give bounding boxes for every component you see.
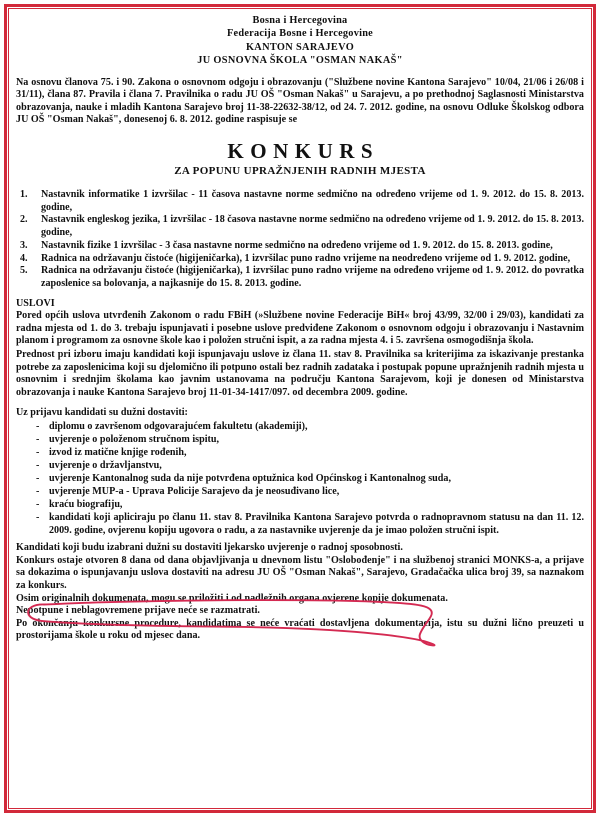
page-subtitle: ZA POPUNU UPRAŽNJENIH RADNIH MJESTA [174,165,426,177]
position-number: 5. [20,265,28,277]
position-text: Nastavnik informatike 1 izvršilac - 11 časova nastavne norme sedmično na određeno vrijeme od 1. 9. 2012. do 15. 8. 2013. godine, [41,189,584,213]
position-number: 1. [20,189,28,200]
closing-paragraph: Kandidati koji budu izabrani dužni su dostaviti ljekarsko uvjerenje o radnoj sposobnosti. [16,542,403,554]
position-item [16,214,584,239]
closing-paragraph: Osim originalnih dokumenata, mogu se priložiti i od nadležnih organa ovjerene kopije dokumenata. [16,592,448,604]
position-text: Nastavnik engleskog jezika, 1 izvršilac - 18 časova nastavne norme sedmično na određeno vrijeme od 1. 9. 2012. do 15. 8. 2013. godine, [41,214,584,239]
required-document-item [16,433,584,446]
header-federation: Federacija Bosne i Hercegovine [227,28,373,40]
position-item [16,265,584,290]
page-title: KONKURS [227,139,380,163]
required-document-text: kraću biografiju, [49,499,123,511]
required-documents-list [16,420,584,537]
title-block [16,140,584,178]
header-school: JU OSNOVNA ŠKOLA "OSMAN NAKAŠ" [197,55,403,67]
closing-paragraphs [16,542,584,643]
documents-intro: Uz prijavu kandidati su dužni dostaviti: [16,407,188,419]
required-document-text: uvjerenje MUP-a - Uprava Policije Sarajevo da je neosuđivano lice, [49,486,340,498]
conditions-paragraph-1: Pored općih uslova utvrđenih Zakonom o radu FBiH (»Službene novine Federacije BiH« broj 43/99, 32/00 i 29/03), kandidati za radna mjesta od 1. do 3. trebaju ispunjavati i posebne uslove predviđene Zakonom o osnovnom odgoju i obrazovanju i Nastavnim planom i programom za osnovne škole kao i položen stručni ispit, a za radna mjesta 4. i 5. završena osmogodišnja škola. [16,310,584,347]
dash-bullet-icon: - [36,512,40,524]
dash-bullet-icon: - [36,486,40,498]
document-content [16,14,584,807]
dash-bullet-icon: - [36,473,40,485]
positions-list [16,189,584,291]
required-document-item [16,420,584,433]
organization-header [16,14,584,68]
position-text: Nastavnik fizike 1 izvršilac - 3 časa nastavne norme sedmično na određeno vrijeme od 1. 9. 2012. do 15. 8. 2013. godine, [41,239,553,251]
required-document-item [16,511,584,537]
header-country: Bosna i Hercegovina [252,15,348,26]
required-document-text: izvod iz matične knjige rođenih, [49,447,187,459]
closing-paragraph: Po okončanju konkursne procedure, kandidatima se neće vraćati dostavljena dokumentacija, istu su dužni lično preuzeti u prostorijama škole u roku od mjesec dana. [16,617,584,642]
closing-paragraph: Konkurs ostaje otvoren 8 dana od dana objavljivanja u dnevnom listu "Oslobođenje" i na službenoj stranici MONKS-a, a prijave sa dokazima o ispunjavanju uslova dostaviti na adresu JU OŠ "Osman Nakaš", Sarajevo, Gradačačka ulica broj 39, sa naznakom za konkurs. [16,554,584,591]
dash-bullet-icon: - [36,421,40,433]
required-document-item [16,498,584,511]
required-document-text: uvjerenje o položenom stručnom ispitu, [49,434,219,446]
dash-bullet-icon: - [36,434,40,446]
dash-bullet-icon: - [36,447,40,459]
intro-paragraph: Na osnovu članova 75. i 90. Zakona o osnovnom odgoju i obrazovanju ("Službene novine Kantona Sarajevo" 10/04, 21/06 i 26/08 i 31/11), člana 87. Pravila i člana 7. Pravilnika o radu JU OŠ "Osman Nakaš" u Sarajevu, a po prethodnoj Saglasnosti Ministarstva obrazovanja, nauke i mladih Kantona Sarajevo broj 11-38-22632-38/12, od 24. 7. 2012. godine, na osnovu Odluke Školskog odbora JU OŠ "Osman Nakaš", donesenoj 6. 8. 2012. godine raspisuje se [16,76,584,126]
required-document-item-highlighted [16,485,584,498]
position-text: Radnica na održavanju čistoće (higijeničarka), 1 izvršilac puno radno vrijeme na određeno vrijeme od 1. 9. 2012. do povratka zaposlenice sa bolovanja, a najkasnije do 15. 8. 2013. godine. [41,265,584,289]
conditions-label: USLOVI [16,297,55,309]
conditions-paragraph-2: Prednost pri izboru imaju kandidati koji ispunjavaju uslove iz člana 11. stav 8. Pravilnika sa kriterijima za iskazivanje prestanka potrebe za zaposlenicima koji su djelomično ili potpuno ostali bez radnih zadataka i postupak popune upražnjenih radnih mjesta u osnovnim i srednjim školama kao javnim ustanovama na području Kantona Sarajevom, koji je donesen od Ministarstva obrazovanja i nauke Kantona Sarajevo broj 11-01-34-1417/097. od decembra 2009. godine. [16,349,584,398]
required-document-text: uvjerenje Kantonalnog suda da nije potvrđena optužnica kod Općinskog i Kantonalnog suda, [49,473,451,485]
required-document-item [16,459,584,472]
position-number: 4. [20,252,28,264]
position-item [16,253,584,266]
position-number: 2. [20,214,28,226]
required-document-text: diplomu o završenom odgovarajućem fakultetu (akademiji), [49,421,308,433]
required-document-item [16,472,584,485]
dash-bullet-icon: - [36,499,40,511]
position-item [16,189,584,214]
required-document-text: uvjerenje o državljanstvu, [49,460,162,472]
required-document-item [16,446,584,459]
header-canton: KANTON SARAJEVO [245,41,355,53]
position-number: 3. [20,239,28,251]
closing-paragraph: Nepotpune i neblagovremene prijave neće se razmatrati. [16,605,260,617]
position-text: Radnica na održavanju čistoće (higijeničarka), 1 izvršilac puno radno vrijeme na neodređeno vrijeme od 1. 9. 2012. godine, [41,252,571,264]
dash-bullet-icon: - [36,460,40,472]
position-item [16,240,584,253]
required-document-text: kandidati koji apliciraju po članu 11. stav 8. Pravilnika Kantona Sarajevo potvrda o radnopravnom statusu na dan 11. 12. 2009. godine, ovjerenu kopiju ugovora o radu, a za nastavnike uvjerenje da je imao položen stručni ispit. [49,512,584,537]
